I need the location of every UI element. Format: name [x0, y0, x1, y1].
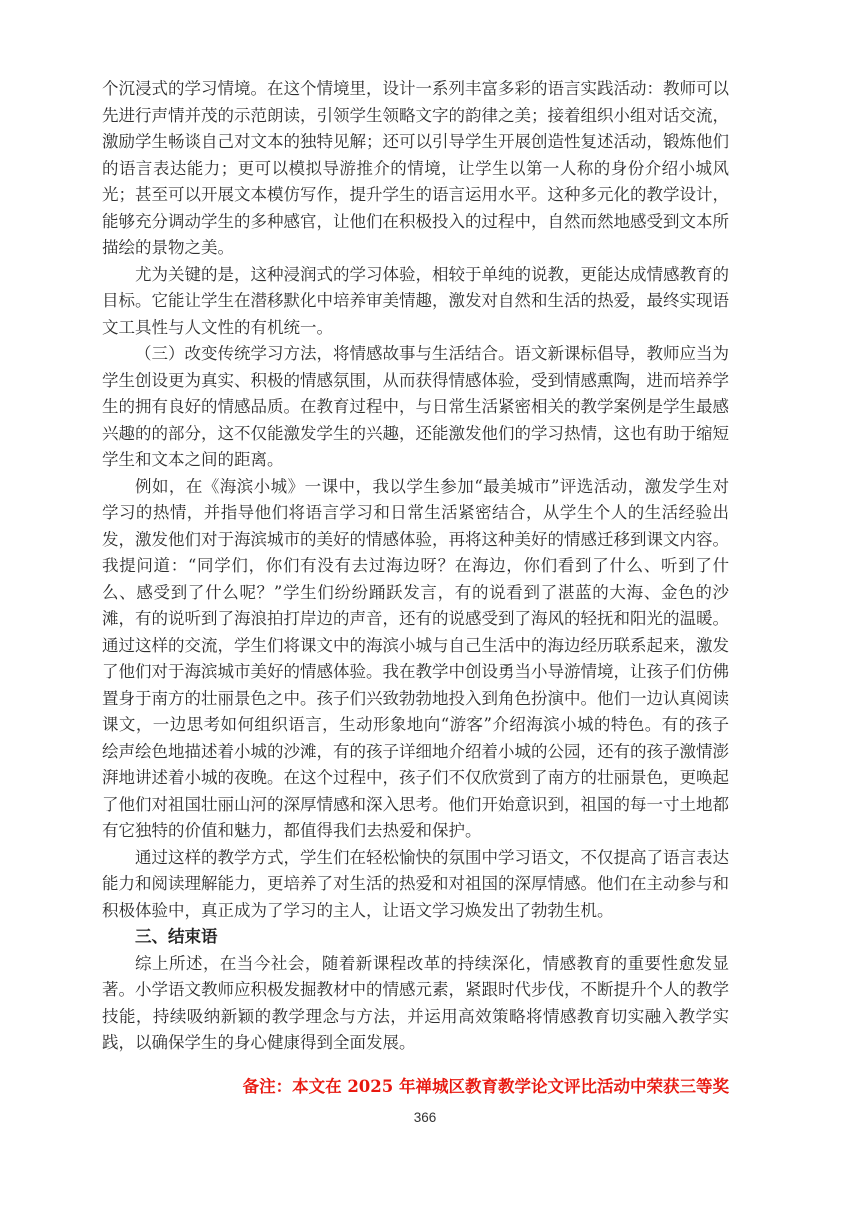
award-note: 备注：本文在 2025 年禅城区教育教学论文评比活动中荣获三等奖 — [242, 1076, 729, 1096]
paragraph-example: 例如，在《海滨小城》一课中，我以学生参加“最美城市”评选活动，激发学生对学习的热情，并指导他们将语言学习和日常生活紧密结合，从学生个人的生活经验出发，激发他们对于海滨城市的美好的情感体验，再将这种美好的情感迁移到课文内容。我提问道：“同学们，你们有没有去过海边呀？在海边，你们看到了什么、听到了什么、感受到了什么呢？”学生们纷纷踊跃发言，有的说看到了湛蓝的大海、金色的沙滩，有的说听到了海浪拍打岸边的声音，还有的说感受到了海风的轻抚和阳光的温暖。通过这样的交流，学生们将课文中的海滨小城与自己生活中的海边经历联系起来，激发了他们对于海滨城市美好的情感体验。我在教学中创设勇当小导游情境，让孩子们仿佛置身于南方的壮丽景色之中。孩子们兴致勃勃地投入到角色扮演中。他们一边认真阅读课文，一边思考如何组织语言，生动形象地向“游客”介绍海滨小城的特色。有的孩子绘声绘色地描述着小城的沙滩，有的孩子详细地介绍着小城的公园，还有的孩子激情澎湃地讲述着小城的夜晚。在这个过程中，孩子们不仅欣赏到了南方的壮丽景色，更唤起了他们对祖国壮丽山河的深厚情感和深入思考。他们开始意识到，祖国的每一寸土地都有它独特的价值和魅力，都值得我们去热爱和保护。 — [102, 476, 729, 840]
page-number: 366 — [413, 1110, 437, 1125]
paragraph: 通过这样的教学方式，学生们在轻松愉快的氛围中学习语文，不仅提高了语言表达能力和阅读理解能力，更培养了对生活的热爱和对祖国的深厚情感。他们在主动参与和积极体验中，真正成为了学习的主人，让语文学习焕发出了勃勃生机。 — [102, 847, 729, 920]
paragraph-subsection-three: （三）改变传统学习方法，将情感故事与生活结合。语文新课标倡导，教师应当为学生创设更为真实、积极的情感氛围，从而获得情感体验，受到情感熏陶，进而培养学生的拥有良好的情感品质。在教育过程中，与日常生活紧密相关的教学案例是学生最感兴趣的的部分，这不仅能激发学生的兴趣，还能激发他们的学习热情，这也有助于缩短学生和文本之间的距离。 — [102, 344, 729, 469]
section-heading-conclusion: 三、结束语 — [135, 927, 218, 946]
paragraph-conclusion: 综上所述，在当今社会，随着新课程改革的持续深化，情感教育的重要性愈发显著。小学语文教师应积极发掘教材中的情感元素，紧跟时代步伐，不断提升个人的教学技能，持续吸纳新颖的教学理念与方法，并运用高效策略将情感教育切实融入教学实践，以确保学生的身心健康得到全面发展。 — [102, 953, 729, 1052]
paragraph-continuation: 个沉浸式的学习情境。在这个情境里，设计一系列丰富多彩的语言实践活动：教师可以先进行声情并茂的示范朗读，引领学生领略文字的韵律之美；接着组织小组对话交流，激励学生畅谈自己对文本的独特见解；还可以引导学生开展创造性复述活动，锻炼他们的语言表达能力；更可以模拟导游推介的情境，让学生以第一人称的身份介绍小城风光；甚至可以开展文本模仿写作，提升学生的语言运用水平。这种多元化的教学设计，能够充分调动学生的多种感官，让他们在积极投入的过程中，自然而然地感受到文本所描绘的景物之美。 — [102, 79, 729, 257]
document-body — [102, 76, 729, 1100]
paragraph: 尤为关键的是，这种浸润式的学习体验，相较于单纯的说教，更能达成情感教育的目标。它能让学生在潜移默化中培养审美情趣，激发对自然和生活的热爱，最终实现语文工具性与人文性的有机统一。 — [102, 264, 729, 337]
